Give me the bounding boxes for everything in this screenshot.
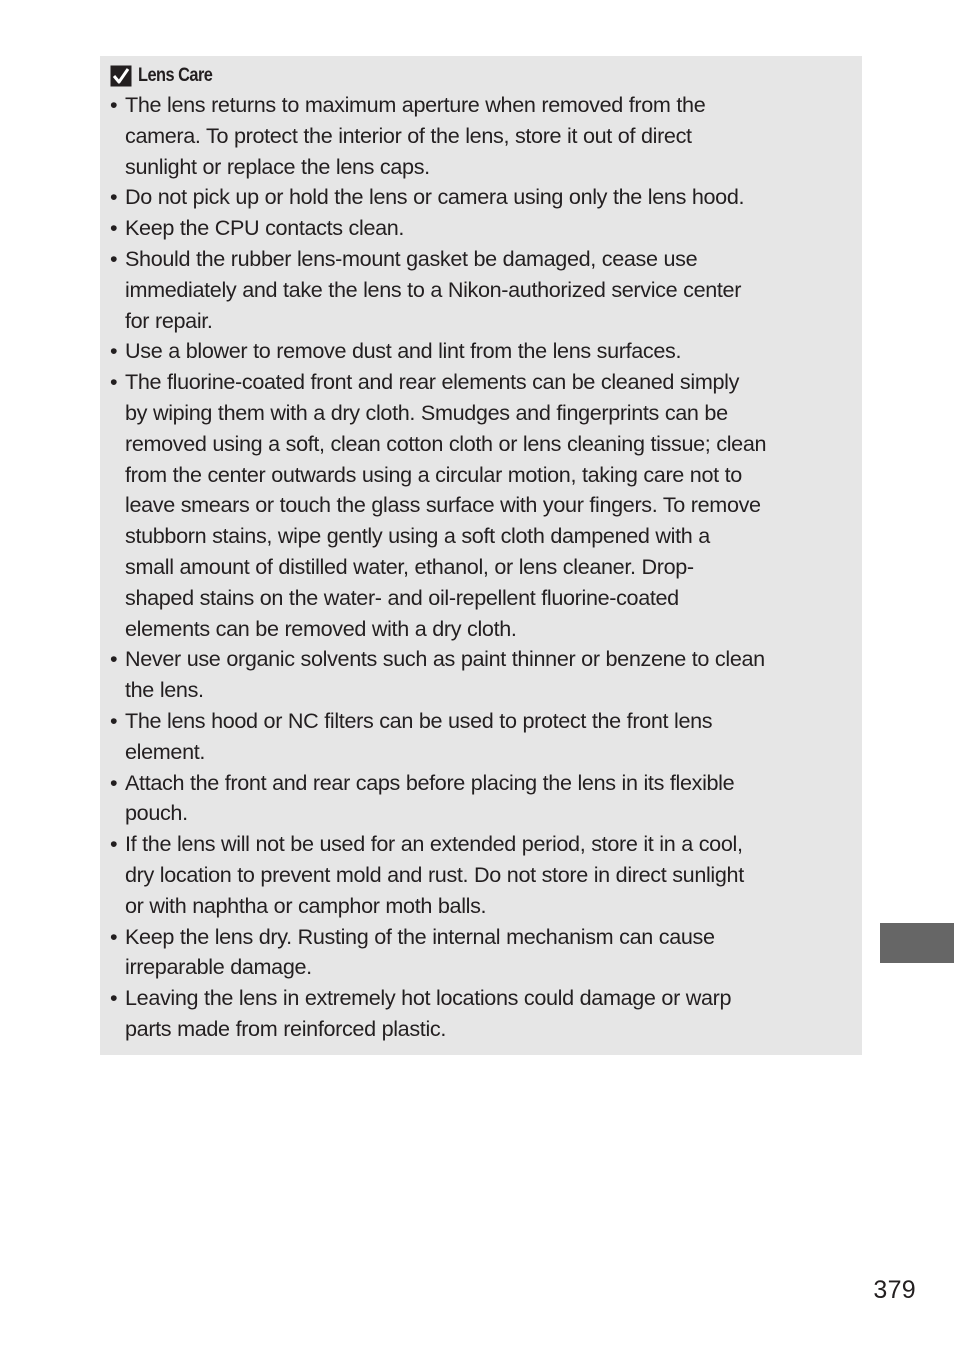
list-item: • The lens returns to maximum aperture when removed from the camera. To protect the interior of the lens, store it out of direct sunlight or replace the lens caps. [110,90,850,182]
list-item: • Never use organic solvents such as paint thinner or benzene to clean the lens. [110,644,850,706]
list-item: • Should the rubber lens-mount gasket be damaged, cease use immediately and take the lens to a Nikon-authorized service center for repair. [110,244,850,336]
note-title-text: Lens Care [138,65,213,86]
list-item: • Do not pick up or hold the lens or camera using only the lens hood. [110,182,850,213]
section-tab [880,923,954,963]
note-title [110,62,850,90]
list-item: • Leaving the lens in extremely hot locations could damage or warp parts made from reinforced plastic. [110,983,850,1045]
list-item: • The lens hood or NC filters can be used to protect the front lens element. [110,706,850,768]
lens-care-list [110,90,850,1045]
list-item: • Use a blower to remove dust and lint from the lens surfaces. [110,336,850,367]
list-item: • The fluorine-coated front and rear elements can be cleaned simply by wiping them with a dry cloth. Smudges and fingerprints can be removed using a soft, clean cotton cloth or lens cleaning tissue; clean from the center outwards using a circular motion, taking care not to leave smears or touch the glass surface with your fingers. To remove stubborn stains, wipe gently using a soft cloth dampened with a small amount of distilled water, ethanol, or lens cleaner. Drop- shaped stains on the water- and oil-repellent fluorine-coated elements can be removed with a dry cloth. [110,367,850,644]
list-item: • If the lens will not be used for an extended period, store it in a cool, dry location to prevent mold and rust. Do not store in direct sunlight or with naphtha or camphor moth balls. [110,829,850,921]
page-number: 379 [873,1276,916,1304]
lens-care-note [100,56,862,1055]
checkmark-icon [110,65,132,87]
list-item: • Keep the CPU contacts clean. [110,213,850,244]
list-item: • Attach the front and rear caps before placing the lens in its flexible pouch. [110,768,850,830]
list-item: • Keep the lens dry. Rusting of the internal mechanism can cause irreparable damage. [110,922,850,984]
